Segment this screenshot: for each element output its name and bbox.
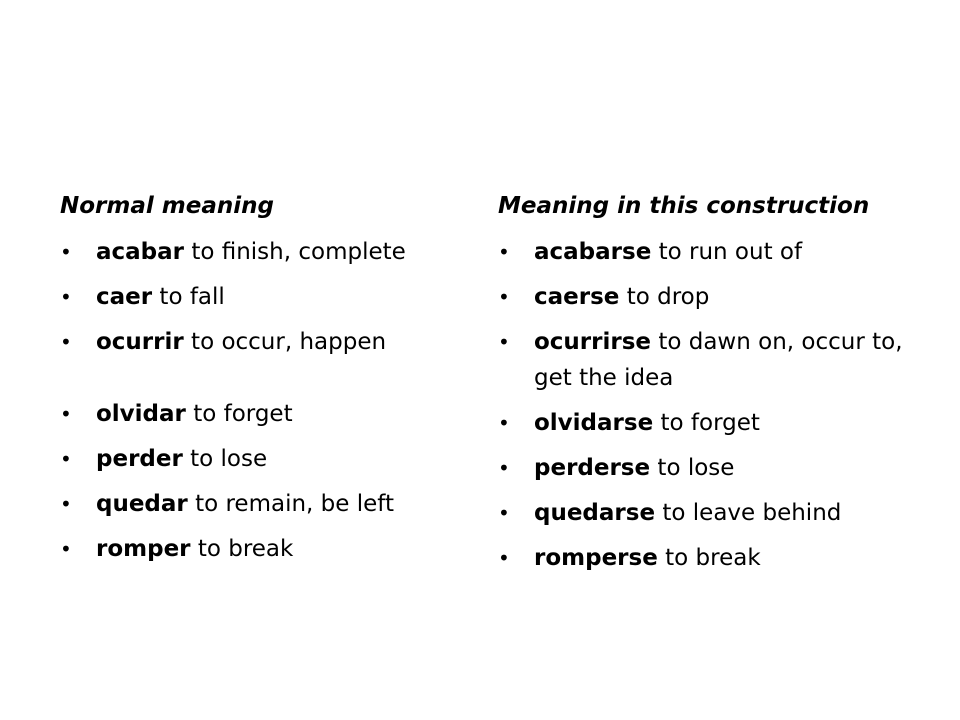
list-item-olvidarse (498, 405, 918, 441)
verb-meaning: to occur, happen (191, 329, 387, 355)
verb-meaning: to remain, be left (195, 491, 394, 517)
bullet-icon: • (498, 411, 510, 435)
verb-meaning: to finish, complete (191, 239, 406, 265)
construction-meaning-heading: Meaning in this construction (498, 193, 870, 219)
verb-meaning: to dawn on, occur to, get the idea (534, 329, 903, 391)
verb-meaning: to lose (657, 455, 735, 481)
verb-term: quedarse (534, 500, 656, 526)
verb-term: romper (96, 536, 191, 562)
bullet-icon: • (60, 285, 72, 309)
verb-term: acabar (96, 239, 185, 265)
bullet-icon: • (498, 456, 510, 480)
list-item-quedar (60, 486, 460, 522)
verb-term: romperse (534, 545, 658, 571)
verb-meaning: to run out of (658, 239, 803, 265)
verb-meaning: to drop (626, 284, 710, 310)
bullet-icon: • (498, 330, 510, 354)
list-item-ocurrir (60, 324, 460, 360)
verb-term: perderse (534, 455, 651, 481)
bullet-icon: • (60, 240, 72, 264)
list-item-romperse (498, 540, 918, 576)
bullet-icon: • (60, 447, 72, 471)
verb-meaning: to fall (159, 284, 225, 310)
bullet-icon: • (60, 492, 72, 516)
list-item-caerse (498, 279, 918, 315)
verb-meaning: to break (665, 545, 761, 571)
normal-meaning-heading: Normal meaning (60, 193, 274, 219)
list-item-romper (60, 531, 460, 567)
verb-term: olvidarse (534, 410, 654, 436)
list-item-olvidar (60, 396, 460, 432)
bullet-icon: • (498, 501, 510, 525)
verb-term: ocurrirse (534, 329, 652, 355)
list-item-ocurrirse (498, 324, 918, 396)
verb-meaning: to break (197, 536, 294, 562)
normal-meaning-column (60, 188, 460, 576)
verb-term: olvidar (96, 401, 186, 427)
verb-meaning: to forget (193, 401, 293, 427)
verb-meaning: to leave behind (662, 500, 842, 526)
bullet-icon: • (498, 240, 510, 264)
verb-meaning: to lose (190, 446, 268, 472)
list-item-acabarse (498, 234, 918, 270)
list-item-acabar (60, 234, 460, 270)
verb-term: caer (96, 284, 153, 310)
normal-meaning-list (60, 234, 460, 567)
construction-meaning-list (498, 234, 918, 576)
list-item-quedarse (498, 495, 918, 531)
bullet-icon: • (498, 285, 510, 309)
construction-meaning-column (498, 188, 918, 585)
verb-term: caerse (534, 284, 620, 310)
bullet-icon: • (60, 402, 72, 426)
list-item-perder (60, 441, 460, 477)
bullet-icon: • (60, 537, 72, 561)
list-item-caer (60, 279, 460, 315)
bullet-icon: • (60, 330, 72, 354)
verb-term: ocurrir (96, 329, 184, 355)
verb-term: quedar (96, 491, 188, 517)
bullet-icon: • (498, 546, 510, 570)
verb-term: perder (96, 446, 183, 472)
verb-term: acabarse (534, 239, 652, 265)
list-item-perderse (498, 450, 918, 486)
verb-meaning: to forget (660, 410, 760, 436)
